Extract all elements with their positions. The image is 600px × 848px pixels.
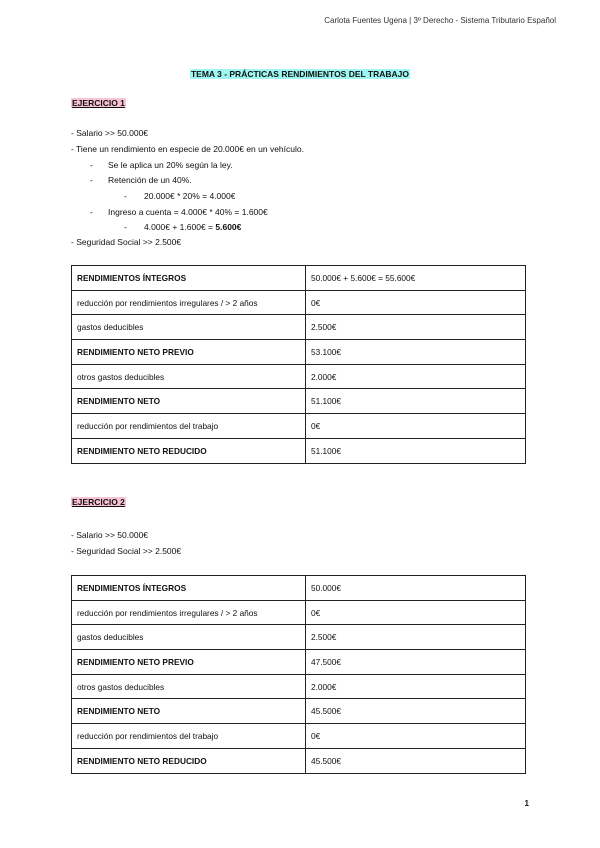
row-label: RENDIMIENTOS ÍNTEGROS (72, 266, 306, 291)
row-value: 51.100€ (306, 389, 526, 414)
table-row (72, 266, 526, 291)
row-label: gastos deducibles (72, 315, 306, 340)
ex1-bullet-retention-text: Retención de un 40%. (108, 175, 192, 185)
exercise-1-heading (71, 98, 126, 108)
row-value: 0€ (306, 600, 526, 625)
table-row (72, 748, 526, 773)
exercise-1-heading-text: EJERCICIO 1 (72, 98, 125, 108)
row-value: 50.000€ + 5.600€ = 55.600€ (306, 266, 526, 291)
table-row (72, 674, 526, 699)
ex1-calc-2-result: 5.600€ (215, 222, 242, 232)
table-row (72, 724, 526, 749)
table-row (72, 600, 526, 625)
ex2-social-security-line: - Seguridad Social >> 2.500€ (71, 546, 182, 556)
row-label: reducción por rendimientos irregulares / > 2 años (72, 600, 306, 625)
ex1-calc-2-text: 4.000€ + 1.600€ = (144, 222, 216, 232)
ex1-bullet-retention: - Retención de un 40%. (90, 175, 192, 185)
row-value: 2.500€ (306, 625, 526, 650)
table-row (72, 315, 526, 340)
row-value: 0€ (306, 414, 526, 439)
row-label: reducción por rendimientos del trabajo (72, 414, 306, 439)
table-row (72, 699, 526, 724)
row-value: 47.500€ (306, 650, 526, 675)
row-value: 2.000€ (306, 364, 526, 389)
row-label: otros gastos deducibles (72, 674, 306, 699)
table-row (72, 364, 526, 389)
table-row (72, 438, 526, 463)
ex1-calc-1: - 20.000€ * 20% = 4.000€ (124, 191, 236, 201)
page-header: Carlota Fuentes Ugena | 3º Derecho - Sistema Tributario Español (324, 16, 556, 25)
row-label: RENDIMIENTOS ÍNTEGROS (72, 576, 306, 601)
table-row (72, 290, 526, 315)
table-row (72, 389, 526, 414)
row-value: 50.000€ (306, 576, 526, 601)
exercise-2-heading-text: EJERCICIO 2 (72, 497, 125, 507)
row-value: 0€ (306, 724, 526, 749)
ex1-bullet-rate-text: Se le aplica un 20% según la ley. (108, 160, 233, 170)
page-title-text: TEMA 3 - PRÁCTICAS RENDIMIENTOS DEL TRABAJO (190, 69, 410, 79)
row-label: gastos deducibles (72, 625, 306, 650)
ex2-salary-line: - Salario >> 50.000€ (71, 530, 149, 540)
table-row (72, 650, 526, 675)
row-value: 53.100€ (306, 340, 526, 365)
row-label: RENDIMIENTO NETO REDUCIDO (72, 748, 306, 773)
row-label: RENDIMIENTO NETO PREVIO (72, 650, 306, 675)
ex1-bullet-rate: - Se le aplica un 20% según la ley. (90, 160, 233, 170)
exercise-2-table (71, 575, 526, 774)
row-value: 2.500€ (306, 315, 526, 340)
row-value: 45.500€ (306, 699, 526, 724)
table-row (72, 625, 526, 650)
row-label: RENDIMIENTO NETO REDUCIDO (72, 438, 306, 463)
row-label: RENDIMIENTO NETO (72, 699, 306, 724)
table-row (72, 340, 526, 365)
ex1-bullet-income-text: Ingreso a cuenta = 4.000€ * 40% = 1.600€ (108, 207, 268, 217)
page-number: 1 (524, 799, 529, 808)
ex1-calc-2: - 4.000€ + 1.600€ = 5.600€ (124, 222, 242, 232)
ex1-calc-1-text: 20.000€ * 20% = 4.000€ (144, 191, 236, 201)
row-value: 51.100€ (306, 438, 526, 463)
row-label: reducción por rendimientos irregulares / > 2 años (72, 290, 306, 315)
page-title (0, 69, 600, 79)
table-row (72, 576, 526, 601)
exercise-1-table (71, 265, 526, 464)
table-row (72, 414, 526, 439)
row-value: 0€ (306, 290, 526, 315)
row-value: 45.500€ (306, 748, 526, 773)
row-label: RENDIMIENTO NETO (72, 389, 306, 414)
row-value: 2.000€ (306, 674, 526, 699)
exercise-2-heading (71, 497, 126, 507)
ex1-bullet-income: - Ingreso a cuenta = 4.000€ * 40% = 1.600€ (90, 207, 268, 217)
ex1-salary-line: - Salario >> 50.000€ (71, 128, 149, 138)
ex1-social-security-line: - Seguridad Social >> 2.500€ (71, 237, 182, 247)
ex1-in-kind-line: - Tiene un rendimiento en especie de 20.000€ en un vehículo. (71, 144, 304, 154)
row-label: reducción por rendimientos del trabajo (72, 724, 306, 749)
row-label: otros gastos deducibles (72, 364, 306, 389)
row-label: RENDIMIENTO NETO PREVIO (72, 340, 306, 365)
